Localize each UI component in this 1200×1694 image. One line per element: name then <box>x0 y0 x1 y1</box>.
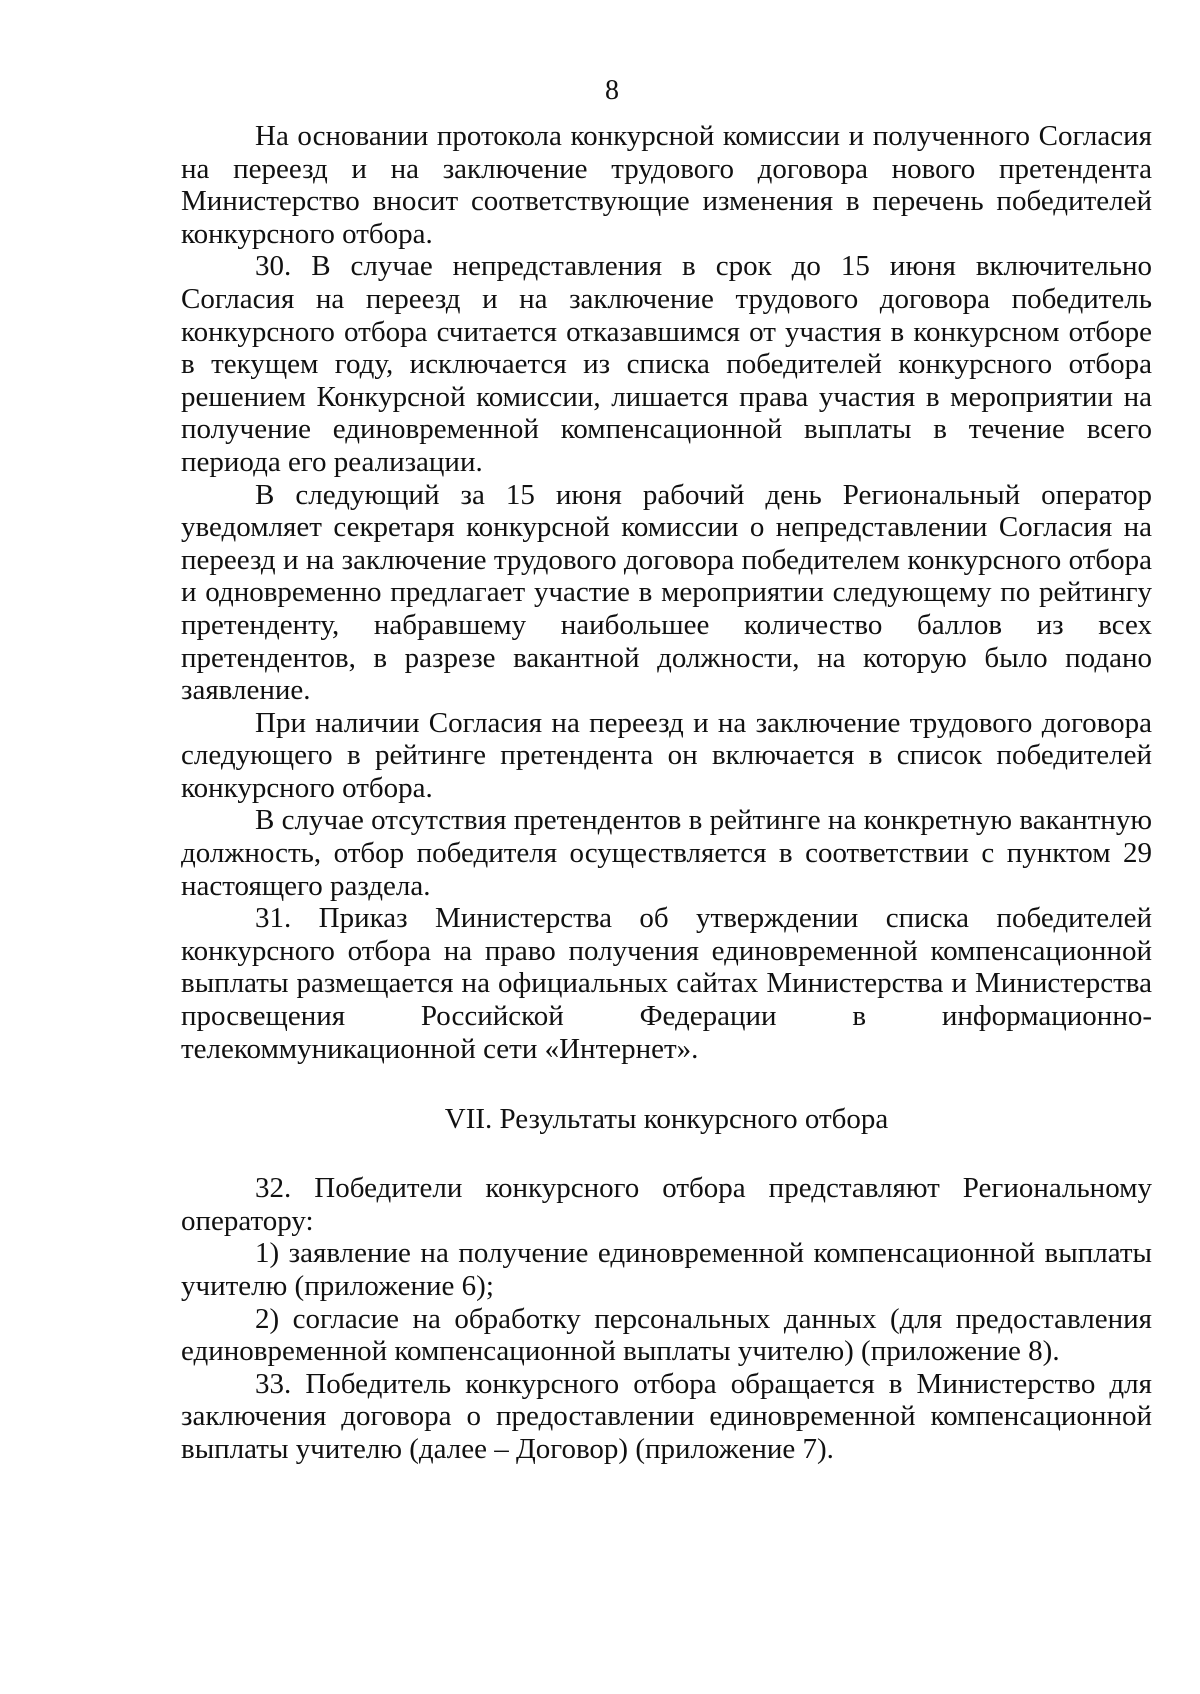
paragraph-item-30: 30. В случае непредставления в срок до 15 июня включительно Согласия на переезд и на заключение трудового договора победитель конкурсного отбора считается отказавшимся от участия в конкурсном отборе в текущем году, исключается из списка победителей конкурсного отбора решением Конкурсной комиссии, лишается права участия в мероприятии на получение единовременной компенсационной выплаты в течение всего периода его реализации. <box>181 250 1152 478</box>
section-heading: VII. Результаты конкурсного отбора <box>444 1103 889 1136</box>
paragraph-no-candidates: В случае отсутствия претендентов в рейтинге на конкретную вакантную должность, отбор победителя осуществляется в соответствии с пунктом 29 настоящего раздела. <box>181 804 1152 902</box>
list-item-personal-data-consent: 2) согласие на обработку персональных данных (для предоставления единовременной компенсационной выплаты учителю) (приложение 8). <box>181 1302 1152 1368</box>
document-body <box>181 120 1152 1466</box>
paragraph-item-32: 32. Победители конкурсного отбора представляют Региональному оператору: <box>181 1172 1152 1237</box>
paragraph-regional-operator-notice: В следующий за 15 июня рабочий день Региональный оператор уведомляет секретаря конкурсной комиссии о непредставлении Согласия на переезд и на заключение трудового договора победителем конкурсного отбора и одновременно предлагает участие в мероприятии следующему по рейтингу претенденту, набравшему наибольшее количество баллов из всех претендентов, в разрезе вакантной должности, на которую было подано заявление. <box>181 478 1152 707</box>
paragraph-item-33: 33. Победитель конкурсного отбора обращается в Министерство для заключения договора о предоставлении единовременной компенсационной выплаты учителю (далее – Договор) (приложение 7). <box>181 1367 1152 1465</box>
paragraph-next-candidate-consent: При наличии Согласия на переезд и на заключение трудового договора следующего в рейтинге претендента он включается в список победителей конкурсного отбора. <box>181 706 1152 804</box>
list-item-application: 1) заявление на получение единовременной компенсационной выплаты учителю (приложение 6); <box>181 1237 1152 1302</box>
paragraph-item-31: 31. Приказ Министерства об утверждении списка победителей конкурсного отбора на право получения единовременной компенсационной выплаты размещается на официальных сайтах Министерства и Министерства просвещения Российской Федерации в информационно-телекоммуникационной сети «Интернет». <box>181 902 1152 1065</box>
paragraph-ministry-changes: На основании протокола конкурсной комиссии и полученного Согласия на переезд и на заключение трудового договора нового претендента Министерство вносит соответствующие изменения в перечень победителей конкурсного отбора. <box>181 120 1152 250</box>
page-number: 8 <box>605 75 619 106</box>
